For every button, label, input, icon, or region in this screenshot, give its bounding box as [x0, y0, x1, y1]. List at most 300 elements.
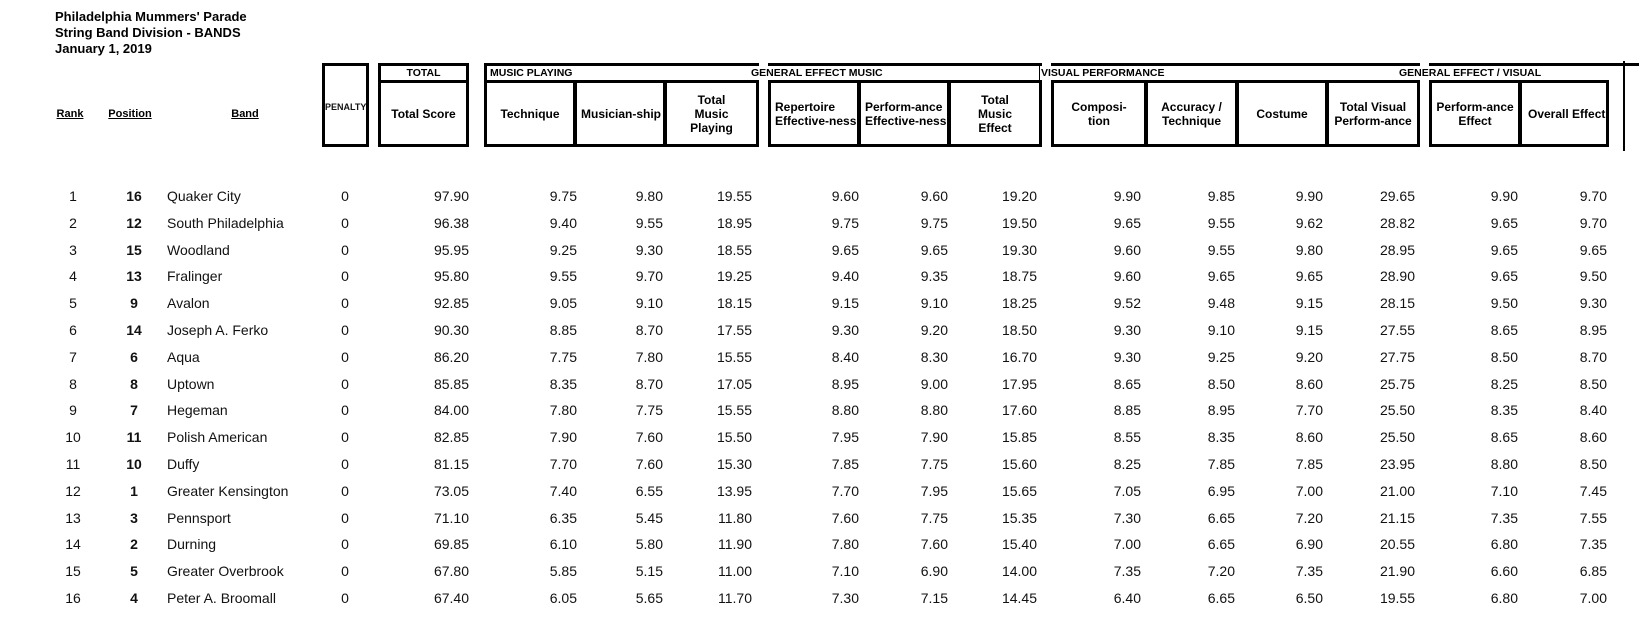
- position-cell: 7: [130, 402, 138, 419]
- costume-cell: 6.50: [1295, 590, 1323, 606]
- col-performance-effect-header: Perform-ance Effect: [1429, 80, 1521, 147]
- accuracy-technique-cell: 6.95: [1207, 482, 1235, 499]
- musicianship-cell: 7.75: [635, 402, 663, 419]
- col-musicianship-header: Musician-ship: [574, 80, 666, 147]
- table-row: [0, 424, 1642, 450]
- performance-effect-cell: 9.65: [1490, 268, 1518, 285]
- total-score-cell: 67.80: [433, 563, 469, 580]
- overall-effect-cell: 8.95: [1579, 322, 1607, 338]
- total-score-cell: 95.95: [433, 241, 469, 258]
- total-music-effect-cell: 14.45: [1001, 590, 1037, 606]
- penalty-cell: 0: [341, 348, 349, 365]
- repertoire-cell: 7.70: [831, 482, 859, 499]
- total-music-effect-cell: 16.70: [1001, 348, 1037, 365]
- musicianship-cell: 7.60: [635, 456, 663, 472]
- technique-cell: 7.90: [549, 429, 577, 446]
- band-name-cell: Aqua: [167, 348, 200, 365]
- accuracy-technique-cell: 8.50: [1207, 375, 1235, 392]
- performance-effect-cell: 9.90: [1490, 188, 1518, 204]
- performance-effect-cell: 9.50: [1490, 295, 1518, 312]
- position-cell: 11: [126, 429, 142, 446]
- rank-cell: 6: [69, 322, 77, 338]
- composition-cell: 7.35: [1113, 563, 1141, 580]
- col-repertoire-header: Repertoire Effective-ness: [768, 80, 860, 147]
- performance-effect-cell: 8.50: [1490, 348, 1518, 365]
- performance-effect-cell: 7.10: [1490, 482, 1518, 499]
- position-cell: 3: [130, 509, 138, 526]
- repertoire-cell: 9.15: [831, 295, 859, 312]
- total-visual-cell: 25.75: [1379, 375, 1415, 392]
- overall-effect-cell: 9.70: [1579, 214, 1607, 231]
- repertoire-cell: 7.30: [831, 590, 859, 606]
- penalty-cell: 0: [341, 295, 349, 312]
- costume-cell: 8.60: [1295, 429, 1323, 446]
- performance-effect-cell: 6.60: [1490, 563, 1518, 580]
- total-music-playing-cell: 11.00: [718, 563, 752, 580]
- col-costume-header: Costume: [1236, 80, 1328, 147]
- performance-effectiveness-cell: 9.10: [920, 295, 948, 312]
- performance-effectiveness-cell: 7.60: [920, 536, 948, 553]
- band-name-cell: Avalon: [167, 295, 210, 312]
- penalty-cell: 0: [341, 536, 349, 553]
- technique-cell: 8.35: [549, 375, 577, 392]
- total-music-effect-cell: 14.00: [1001, 563, 1037, 580]
- total-music-playing-cell: 17.05: [716, 375, 752, 392]
- technique-cell: 9.75: [549, 188, 577, 204]
- position-cell: 6: [130, 348, 138, 365]
- penalty-cell: 0: [341, 241, 349, 258]
- band-name-cell: Woodland: [167, 241, 230, 258]
- musicianship-cell: 7.60: [635, 429, 663, 446]
- table-row: [0, 397, 1642, 423]
- repertoire-cell: 9.30: [831, 322, 859, 338]
- rank-cell: 2: [69, 214, 77, 231]
- total-music-effect-cell: 19.20: [1001, 188, 1037, 204]
- composition-cell: 8.65: [1113, 375, 1141, 392]
- performance-effectiveness-cell: 7.75: [920, 456, 948, 472]
- total-visual-cell: 21.90: [1379, 563, 1415, 580]
- composition-cell: 6.40: [1113, 590, 1141, 606]
- total-music-playing-cell: 18.55: [716, 241, 752, 258]
- total-music-playing-cell: 15.50: [716, 429, 752, 446]
- total-score-cell: 69.85: [433, 536, 469, 553]
- composition-cell: 9.60: [1113, 268, 1141, 285]
- total-visual-cell: 27.55: [1379, 322, 1415, 338]
- accuracy-technique-cell: 9.48: [1207, 295, 1235, 312]
- total-music-effect-cell: 15.35: [1001, 509, 1037, 526]
- col-total-visual-header: Total Visual Perform-ance: [1326, 80, 1420, 147]
- performance-effectiveness-cell: 9.75: [920, 214, 948, 231]
- total-visual-cell: 27.75: [1379, 348, 1415, 365]
- position-cell: 8: [130, 375, 138, 392]
- technique-cell: 7.40: [549, 482, 577, 499]
- overall-effect-cell: 8.70: [1579, 348, 1607, 365]
- band-name-cell: Polish American: [167, 429, 268, 446]
- table-row: [0, 531, 1642, 557]
- overall-effect-cell: 6.85: [1579, 563, 1607, 580]
- musicianship-cell: 9.55: [635, 214, 663, 231]
- col-penalty-header: PENALTY: [325, 102, 366, 112]
- total-music-playing-cell: 18.15: [716, 295, 752, 312]
- repertoire-cell: 8.40: [831, 348, 859, 365]
- total-visual-cell: 19.55: [1379, 590, 1415, 606]
- group-total-label: TOTAL: [406, 67, 441, 79]
- col-band-header: Band: [231, 108, 259, 120]
- composition-cell: 9.60: [1113, 241, 1141, 258]
- rank-cell: 10: [65, 429, 81, 446]
- rank-cell: 4: [69, 268, 77, 285]
- position-cell: 10: [126, 456, 142, 472]
- group-visual-label: VISUAL PERFORMANCE: [1041, 67, 1165, 79]
- col-technique-header: Technique: [484, 80, 576, 147]
- repertoire-cell: 9.60: [831, 188, 859, 204]
- overall-effect-cell: 9.70: [1579, 188, 1607, 204]
- technique-cell: 5.85: [549, 563, 577, 580]
- total-score-cell: 90.30: [433, 322, 469, 338]
- total-score-cell: 81.15: [433, 456, 469, 472]
- total-music-effect-cell: 17.95: [1001, 375, 1037, 392]
- group-music-playing-label: MUSIC PLAYING: [490, 67, 573, 79]
- performance-effect-cell: 6.80: [1490, 536, 1518, 553]
- performance-effect-cell: 6.80: [1490, 590, 1518, 606]
- overall-effect-cell: 9.30: [1579, 295, 1607, 312]
- col-position-header: Position: [108, 108, 152, 120]
- col-total-score-header: Total Score: [378, 80, 469, 147]
- rank-cell: 9: [69, 402, 77, 419]
- overall-effect-cell: 8.40: [1579, 402, 1607, 419]
- right-edge-rule: [1623, 61, 1625, 151]
- accuracy-technique-cell: 7.20: [1207, 563, 1235, 580]
- title-line-2: String Band Division - BANDS: [55, 25, 241, 40]
- table-row: [0, 237, 1642, 263]
- total-music-playing-cell: 19.25: [716, 268, 752, 285]
- position-cell: 4: [130, 590, 138, 606]
- total-score-cell: 92.85: [433, 295, 469, 312]
- total-score-cell: 85.85: [433, 375, 469, 392]
- total-music-effect-cell: 15.85: [1001, 429, 1037, 446]
- total-music-effect-cell: 19.50: [1001, 214, 1037, 231]
- col-total-music-effect-header: Total Music Effect: [948, 80, 1042, 147]
- performance-effect-cell: 8.80: [1490, 456, 1518, 472]
- costume-cell: 7.35: [1295, 563, 1323, 580]
- composition-cell: 7.00: [1113, 536, 1141, 553]
- penalty-cell: 0: [341, 563, 349, 580]
- accuracy-technique-cell: 9.55: [1207, 214, 1235, 231]
- group-ge-visual-label: GENERAL EFFECT / VISUAL: [1399, 67, 1542, 79]
- band-name-cell: Greater Overbrook: [167, 563, 284, 580]
- penalty-cell: 0: [341, 590, 349, 606]
- composition-cell: 8.85: [1113, 402, 1141, 419]
- total-score-cell: 95.80: [433, 268, 469, 285]
- performance-effect-cell: 9.65: [1490, 214, 1518, 231]
- composition-cell: 9.30: [1113, 322, 1141, 338]
- penalty-cell: 0: [341, 509, 349, 526]
- table-row: [0, 290, 1642, 316]
- penalty-cell: 0: [341, 375, 349, 392]
- performance-effectiveness-cell: 7.90: [920, 429, 948, 446]
- total-visual-cell: 25.50: [1379, 402, 1415, 419]
- repertoire-cell: 9.40: [831, 268, 859, 285]
- overall-effect-cell: 7.45: [1579, 482, 1607, 499]
- total-music-effect-cell: 18.25: [1001, 295, 1037, 312]
- total-score-cell: 84.00: [433, 402, 469, 419]
- performance-effectiveness-cell: 7.75: [920, 509, 948, 526]
- repertoire-cell: 7.95: [831, 429, 859, 446]
- technique-cell: 6.10: [549, 536, 577, 553]
- costume-cell: 7.85: [1295, 456, 1323, 472]
- repertoire-cell: 9.65: [831, 241, 859, 258]
- rank-cell: 1: [69, 188, 77, 204]
- accuracy-technique-cell: 9.10: [1207, 322, 1235, 338]
- performance-effectiveness-cell: 6.90: [920, 563, 948, 580]
- position-cell: 1: [130, 482, 138, 499]
- performance-effect-cell: 7.35: [1490, 509, 1518, 526]
- band-name-cell: Greater Kensington: [167, 482, 289, 499]
- total-music-playing-cell: 15.55: [716, 348, 752, 365]
- rank-cell: 7: [69, 348, 77, 365]
- costume-cell: 9.90: [1295, 188, 1323, 204]
- total-music-playing-cell: 11.90: [718, 536, 752, 553]
- penalty-cell: 0: [341, 402, 349, 419]
- group-ge-music-label: GENERAL EFFECT MUSIC: [751, 67, 883, 79]
- rank-cell: 15: [65, 563, 81, 580]
- table-row: [0, 371, 1642, 397]
- band-name-cell: Uptown: [167, 375, 215, 392]
- penalty-cell: 0: [341, 188, 349, 204]
- repertoire-cell: 7.60: [831, 509, 859, 526]
- total-music-effect-cell: 15.40: [1001, 536, 1037, 553]
- col-rank-header: Rank: [56, 108, 84, 120]
- total-visual-cell: 28.82: [1379, 214, 1415, 231]
- musicianship-cell: 8.70: [635, 322, 663, 338]
- performance-effect-cell: 8.25: [1490, 375, 1518, 392]
- title-line-3: January 1, 2019: [55, 41, 152, 56]
- total-score-cell: 97.90: [433, 188, 469, 204]
- performance-effectiveness-cell: 8.30: [920, 348, 948, 365]
- technique-cell: 9.25: [549, 241, 577, 258]
- technique-cell: 6.05: [549, 590, 577, 606]
- total-score-cell: 96.38: [433, 214, 469, 231]
- total-music-playing-cell: 15.30: [716, 456, 752, 472]
- performance-effect-cell: 8.35: [1490, 402, 1518, 419]
- rank-cell: 12: [65, 482, 81, 499]
- rank-cell: 16: [65, 590, 81, 606]
- composition-cell: 7.30: [1113, 509, 1141, 526]
- performance-effectiveness-cell: 7.15: [920, 590, 948, 606]
- repertoire-cell: 7.85: [831, 456, 859, 472]
- penalty-cell: 0: [341, 268, 349, 285]
- musicianship-cell: 5.80: [635, 536, 663, 553]
- band-name-cell: Peter A. Broomall: [167, 590, 276, 606]
- performance-effectiveness-cell: 9.00: [920, 375, 948, 392]
- total-music-effect-cell: 18.50: [1001, 322, 1037, 338]
- costume-cell: 9.20: [1295, 348, 1323, 365]
- position-cell: 5: [130, 563, 138, 580]
- col-accuracy-technique-header: Accuracy / Technique: [1145, 80, 1238, 147]
- total-visual-cell: 28.95: [1379, 241, 1415, 258]
- repertoire-cell: 7.80: [831, 536, 859, 553]
- band-name-cell: Duffy: [167, 456, 200, 472]
- rank-cell: 11: [65, 456, 81, 472]
- accuracy-technique-cell: 9.25: [1207, 348, 1235, 365]
- technique-cell: 9.40: [549, 214, 577, 231]
- composition-cell: 7.05: [1113, 482, 1141, 499]
- total-score-cell: 67.40: [433, 590, 469, 606]
- accuracy-technique-cell: 6.65: [1207, 536, 1235, 553]
- composition-cell: 9.30: [1113, 348, 1141, 365]
- composition-cell: 9.90: [1113, 188, 1141, 204]
- accuracy-technique-cell: 9.55: [1207, 241, 1235, 258]
- rank-cell: 8: [69, 375, 77, 392]
- total-visual-cell: 23.95: [1379, 456, 1415, 472]
- composition-cell: 8.55: [1113, 429, 1141, 446]
- total-visual-cell: 21.15: [1379, 509, 1415, 526]
- accuracy-technique-cell: 8.95: [1207, 402, 1235, 419]
- position-cell: 2: [130, 536, 138, 553]
- position-cell: 15: [126, 241, 142, 258]
- total-music-effect-cell: 15.60: [1001, 456, 1037, 472]
- table-row: [0, 344, 1642, 370]
- costume-cell: 8.60: [1295, 375, 1323, 392]
- repertoire-cell: 8.95: [831, 375, 859, 392]
- musicianship-cell: 9.80: [635, 188, 663, 204]
- table-row: [0, 263, 1642, 289]
- accuracy-technique-cell: 6.65: [1207, 509, 1235, 526]
- technique-cell: 7.70: [549, 456, 577, 472]
- musicianship-cell: 9.70: [635, 268, 663, 285]
- performance-effectiveness-cell: 8.80: [920, 402, 948, 419]
- rank-cell: 13: [65, 509, 81, 526]
- accuracy-technique-cell: 8.35: [1207, 429, 1235, 446]
- accuracy-technique-cell: 9.85: [1207, 188, 1235, 204]
- col-composition-header: Composi- tion: [1051, 80, 1147, 147]
- accuracy-technique-cell: 7.85: [1207, 456, 1235, 472]
- penalty-cell: 0: [341, 456, 349, 472]
- total-music-playing-cell: 11.80: [718, 509, 752, 526]
- total-music-playing-cell: 13.95: [716, 482, 752, 499]
- penalty-cell: 0: [341, 429, 349, 446]
- costume-cell: 9.80: [1295, 241, 1323, 258]
- musicianship-cell: 7.80: [635, 348, 663, 365]
- repertoire-cell: 8.80: [831, 402, 859, 419]
- rank-cell: 5: [69, 295, 77, 312]
- table-row: [0, 210, 1642, 236]
- costume-cell: 7.20: [1295, 509, 1323, 526]
- position-cell: 16: [126, 188, 142, 204]
- performance-effectiveness-cell: 9.65: [920, 241, 948, 258]
- technique-cell: 8.85: [549, 322, 577, 338]
- col-total-music-playing-header: Total Music Playing: [664, 80, 759, 147]
- total-music-effect-cell: 17.60: [1001, 402, 1037, 419]
- musicianship-cell: 5.15: [635, 563, 663, 580]
- band-name-cell: South Philadelphia: [167, 214, 284, 231]
- musicianship-cell: 6.55: [635, 482, 663, 499]
- overall-effect-cell: 8.50: [1579, 375, 1607, 392]
- band-name-cell: Fralinger: [167, 268, 223, 285]
- musicianship-cell: 5.65: [635, 590, 663, 606]
- penalty-cell: 0: [341, 482, 349, 499]
- accuracy-technique-cell: 6.65: [1207, 590, 1235, 606]
- total-visual-cell: 25.50: [1379, 429, 1415, 446]
- band-name-cell: Quaker City: [167, 188, 241, 204]
- total-music-playing-cell: 11.70: [718, 590, 752, 606]
- total-music-playing-cell: 18.95: [716, 214, 752, 231]
- total-score-cell: 86.20: [433, 348, 469, 365]
- technique-cell: 6.35: [549, 509, 577, 526]
- total-music-playing-cell: 17.55: [716, 322, 752, 338]
- band-name-cell: Joseph A. Ferko: [167, 322, 269, 338]
- rank-cell: 14: [65, 536, 81, 553]
- total-score-cell: 82.85: [433, 429, 469, 446]
- rank-cell: 3: [69, 241, 77, 258]
- overall-effect-cell: 9.50: [1579, 268, 1607, 285]
- position-cell: 14: [126, 322, 142, 338]
- table-row: [0, 505, 1642, 531]
- overall-effect-cell: 8.50: [1579, 456, 1607, 472]
- performance-effect-cell: 8.65: [1490, 429, 1518, 446]
- musicianship-cell: 9.30: [635, 241, 663, 258]
- total-music-effect-cell: 18.75: [1001, 268, 1037, 285]
- total-music-effect-cell: 19.30: [1001, 241, 1037, 258]
- musicianship-cell: 8.70: [635, 375, 663, 392]
- total-visual-cell: 28.15: [1379, 295, 1415, 312]
- technique-cell: 7.75: [549, 348, 577, 365]
- technique-cell: 9.55: [549, 268, 577, 285]
- band-name-cell: Durning: [167, 536, 217, 553]
- technique-cell: 9.05: [549, 295, 577, 312]
- penalty-cell: 0: [341, 214, 349, 231]
- table-row: [0, 558, 1642, 584]
- overall-effect-cell: 7.00: [1579, 590, 1607, 606]
- overall-effect-cell: 9.65: [1579, 241, 1607, 258]
- performance-effect-cell: 9.65: [1490, 241, 1518, 258]
- composition-cell: 8.25: [1113, 456, 1141, 472]
- table-row: [0, 183, 1642, 209]
- overall-effect-cell: 7.35: [1579, 536, 1607, 553]
- total-visual-cell: 20.55: [1379, 536, 1415, 553]
- costume-cell: 7.00: [1295, 482, 1323, 499]
- table-row: [0, 317, 1642, 343]
- costume-cell: 6.90: [1295, 536, 1323, 553]
- total-visual-cell: 21.00: [1379, 482, 1415, 499]
- performance-effectiveness-cell: 9.20: [920, 322, 948, 338]
- technique-cell: 7.80: [549, 402, 577, 419]
- costume-cell: 9.62: [1295, 214, 1323, 231]
- costume-cell: 9.15: [1295, 322, 1323, 338]
- total-visual-cell: 28.90: [1379, 268, 1415, 285]
- repertoire-cell: 7.10: [831, 563, 859, 580]
- total-music-playing-cell: 15.55: [716, 402, 752, 419]
- title-line-1: Philadelphia Mummers' Parade: [55, 9, 247, 24]
- band-name-cell: Hegeman: [167, 402, 228, 419]
- accuracy-technique-cell: 9.65: [1207, 268, 1235, 285]
- total-score-cell: 71.10: [433, 509, 469, 526]
- musicianship-cell: 9.10: [635, 295, 663, 312]
- costume-cell: 9.65: [1295, 268, 1323, 285]
- total-music-playing-cell: 19.55: [716, 188, 752, 204]
- position-cell: 9: [130, 295, 138, 312]
- composition-cell: 9.52: [1113, 295, 1141, 312]
- col-overall-effect-header: Overall Effect: [1519, 80, 1609, 147]
- costume-cell: 7.70: [1295, 402, 1323, 419]
- performance-effectiveness-cell: 9.35: [920, 268, 948, 285]
- total-score-cell: 73.05: [433, 482, 469, 499]
- penalty-cell: 0: [341, 322, 349, 338]
- repertoire-cell: 9.75: [831, 214, 859, 231]
- position-cell: 12: [126, 214, 142, 231]
- band-name-cell: Pennsport: [167, 509, 231, 526]
- costume-cell: 9.15: [1295, 295, 1323, 312]
